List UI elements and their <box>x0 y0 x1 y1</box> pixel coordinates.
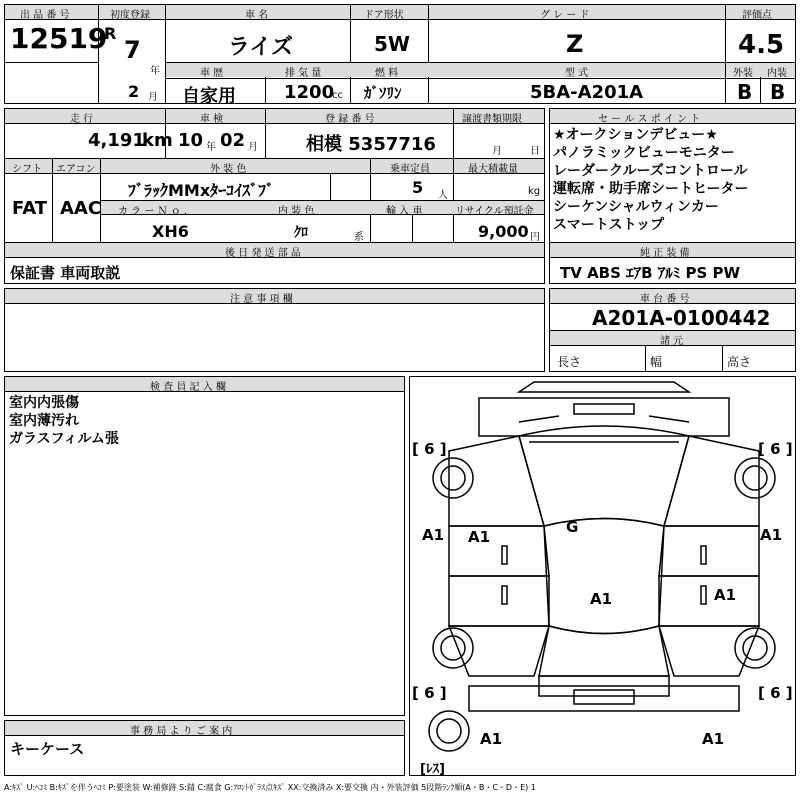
sales-points-list <box>553 126 748 234</box>
height-label: 高さ <box>727 355 752 369</box>
mileage-unit: km <box>142 130 173 151</box>
int-color-unit: 系 <box>354 232 364 243</box>
inspector-line: 室内内張傷 <box>9 395 79 411</box>
tire-front-right: [ 6 ] <box>758 440 793 458</box>
transfer-label: 譲渡書類期限 <box>462 114 522 125</box>
tire-rear-left: [ 6 ] <box>412 684 447 702</box>
mileage-label: 走 行 <box>70 114 94 125</box>
load-label: 最大積載量 <box>468 164 518 175</box>
office-label: 事 務 局 よ り ご 案 内 <box>130 726 233 737</box>
damage-mark: A1 <box>590 590 613 608</box>
car-name-label: 車 名 <box>245 10 269 21</box>
tire-front-left: [ 6 ] <box>412 440 447 458</box>
insp-year: 10 <box>178 130 204 151</box>
lot-label: 出 品 番 号 <box>20 10 70 21</box>
era: R <box>104 24 117 43</box>
sales-point: ★オークションデビュー★ <box>553 127 718 143</box>
displacement-label: 排 気 量 <box>285 68 322 79</box>
chassis-number: A201A-0100442 <box>592 306 771 330</box>
ext-grade: B <box>737 80 753 104</box>
ext-color-label: 外 装 色 <box>210 164 247 175</box>
int-color: ｸﾛ <box>294 225 308 241</box>
transfer-month-unit: 月 <box>492 146 502 157</box>
aircon-label: エアコン <box>56 164 96 175</box>
inspector-line: ガラスフィルム張 <box>9 431 119 447</box>
damage-mark: A1 <box>714 586 737 604</box>
damage-mark: A1 <box>760 526 783 544</box>
load-unit: kg <box>528 186 541 197</box>
month-unit: 月 <box>148 92 158 103</box>
reg-no: 相模 5357716 <box>306 134 436 155</box>
later-parts-label: 後 日 発 送 部 品 <box>225 248 301 259</box>
color-no-label: カ ラ ー Ｎ ｏ ． <box>118 206 194 217</box>
recycle: 9,000 <box>478 222 529 241</box>
capacity-label: 乗車定員 <box>390 164 430 175</box>
sales-point: パノラミックビューモニター <box>553 145 735 161</box>
model: 5BA-A201A <box>530 82 644 103</box>
car-diagram <box>409 376 796 776</box>
score-label: 評価点 <box>742 10 772 21</box>
displacement: 1200 <box>284 82 335 103</box>
displacement-unit: cc <box>332 90 343 101</box>
int-grade: B <box>770 80 786 104</box>
first-reg-label: 初度登録 <box>110 10 150 21</box>
score: 4.5 <box>738 30 785 60</box>
legend: A:ｷｽﾞ U:ﾍｺﾐ B:ｷｽﾞを伴うﾍｺﾐ P:要塗装 W:補修跡 S:錆 C:腐食 G:ﾌﾛﾝﾄｶﾞﾗｽ点ｷｽﾞ XX:交換済み X:要交換 内・外装評価 5段階ﾗﾝｸ順(A・B・C・D・E) 1 <box>4 783 536 792</box>
insp-month: 02 <box>220 130 246 151</box>
sales-point: 運転席・助手席シートヒーター <box>553 181 749 197</box>
capacity: 5 <box>412 178 424 197</box>
grade-label: グ レ ー ド <box>540 10 590 21</box>
chassis-label: 車 台 番 号 <box>640 294 690 305</box>
dims-label: 諸 元 <box>660 336 684 347</box>
shift-label: シフト <box>12 164 42 175</box>
history-label: 車 歴 <box>200 68 224 79</box>
grade: Z <box>566 30 584 58</box>
int-color-label: 内 装 色 <box>278 206 315 217</box>
shift: FAT <box>12 198 48 219</box>
insp-month-unit: 月 <box>248 142 258 153</box>
ext-label: 外装 <box>733 68 753 79</box>
office-text: キーケース <box>10 740 85 758</box>
int-label: 内装 <box>767 68 787 79</box>
mileage: 4,191 <box>88 130 145 151</box>
damage-mark: G <box>566 518 579 536</box>
length-label: 長さ <box>557 355 582 369</box>
capacity-unit: 人 <box>438 190 448 201</box>
fuel-label: 燃 料 <box>375 68 399 79</box>
inspector-notes <box>9 394 119 448</box>
doors-label: ドア形状 <box>364 10 404 21</box>
equipment: TV ABS ｴｱB ｱﾙﾐ PS PW <box>560 264 741 282</box>
sales-point: スマートストップ <box>553 217 665 233</box>
notes-label: 注 意 事 項 欄 <box>230 294 293 305</box>
car-name: ライズ <box>228 35 294 60</box>
reg-label: 登 録 番 号 <box>325 114 375 125</box>
damage-mark: A1 <box>422 526 445 544</box>
sales-point: レーダークルーズコントロール <box>553 163 748 179</box>
damage-mark: A1 <box>480 730 503 748</box>
inspection-label: 車 検 <box>200 114 224 125</box>
aircon: AAC <box>60 198 102 219</box>
damage-mark: A1 <box>468 528 491 546</box>
later-parts: 保証書 車両取説 <box>10 264 121 282</box>
sales-point: シーケンシャルウィンカー <box>553 199 719 215</box>
recycle-unit: 円 <box>530 232 540 243</box>
width-label: 幅 <box>650 355 663 369</box>
color-no: XH6 <box>152 222 189 241</box>
history: 自家用 <box>182 86 236 107</box>
sales-points-label: セ ー ル ス ポ イ ン ト <box>598 114 701 125</box>
inspector-label: 検 査 員 記 入 欄 <box>150 382 226 393</box>
insp-year-unit: 年 <box>206 142 216 153</box>
doors: 5W <box>374 32 410 56</box>
inspector-line: 室内薄汚れ <box>9 413 79 429</box>
spare-tire: [ﾚｽ] <box>420 762 445 777</box>
first-reg-year: 7 <box>124 36 141 64</box>
tire-rear-right: [ 6 ] <box>758 684 793 702</box>
ext-color: ﾌﾞﾗｯｸMMxﾀｰｺｲｽﾞﾌﾞ <box>128 181 275 200</box>
lot-number: 12519 <box>10 22 108 55</box>
model-label: 型 式 <box>565 68 589 79</box>
year-unit: 年 <box>150 66 160 77</box>
import-label: 輸 入 車 <box>386 206 423 217</box>
recycle-label: リサイクル預託金 <box>455 206 534 217</box>
damage-mark: A1 <box>702 730 725 748</box>
equipment-label: 純 正 装 備 <box>640 248 690 259</box>
first-reg-month: 2 <box>128 82 140 101</box>
transfer-day-unit: 日 <box>530 146 540 157</box>
fuel: ｶﾞｿﾘﾝ <box>364 84 402 102</box>
